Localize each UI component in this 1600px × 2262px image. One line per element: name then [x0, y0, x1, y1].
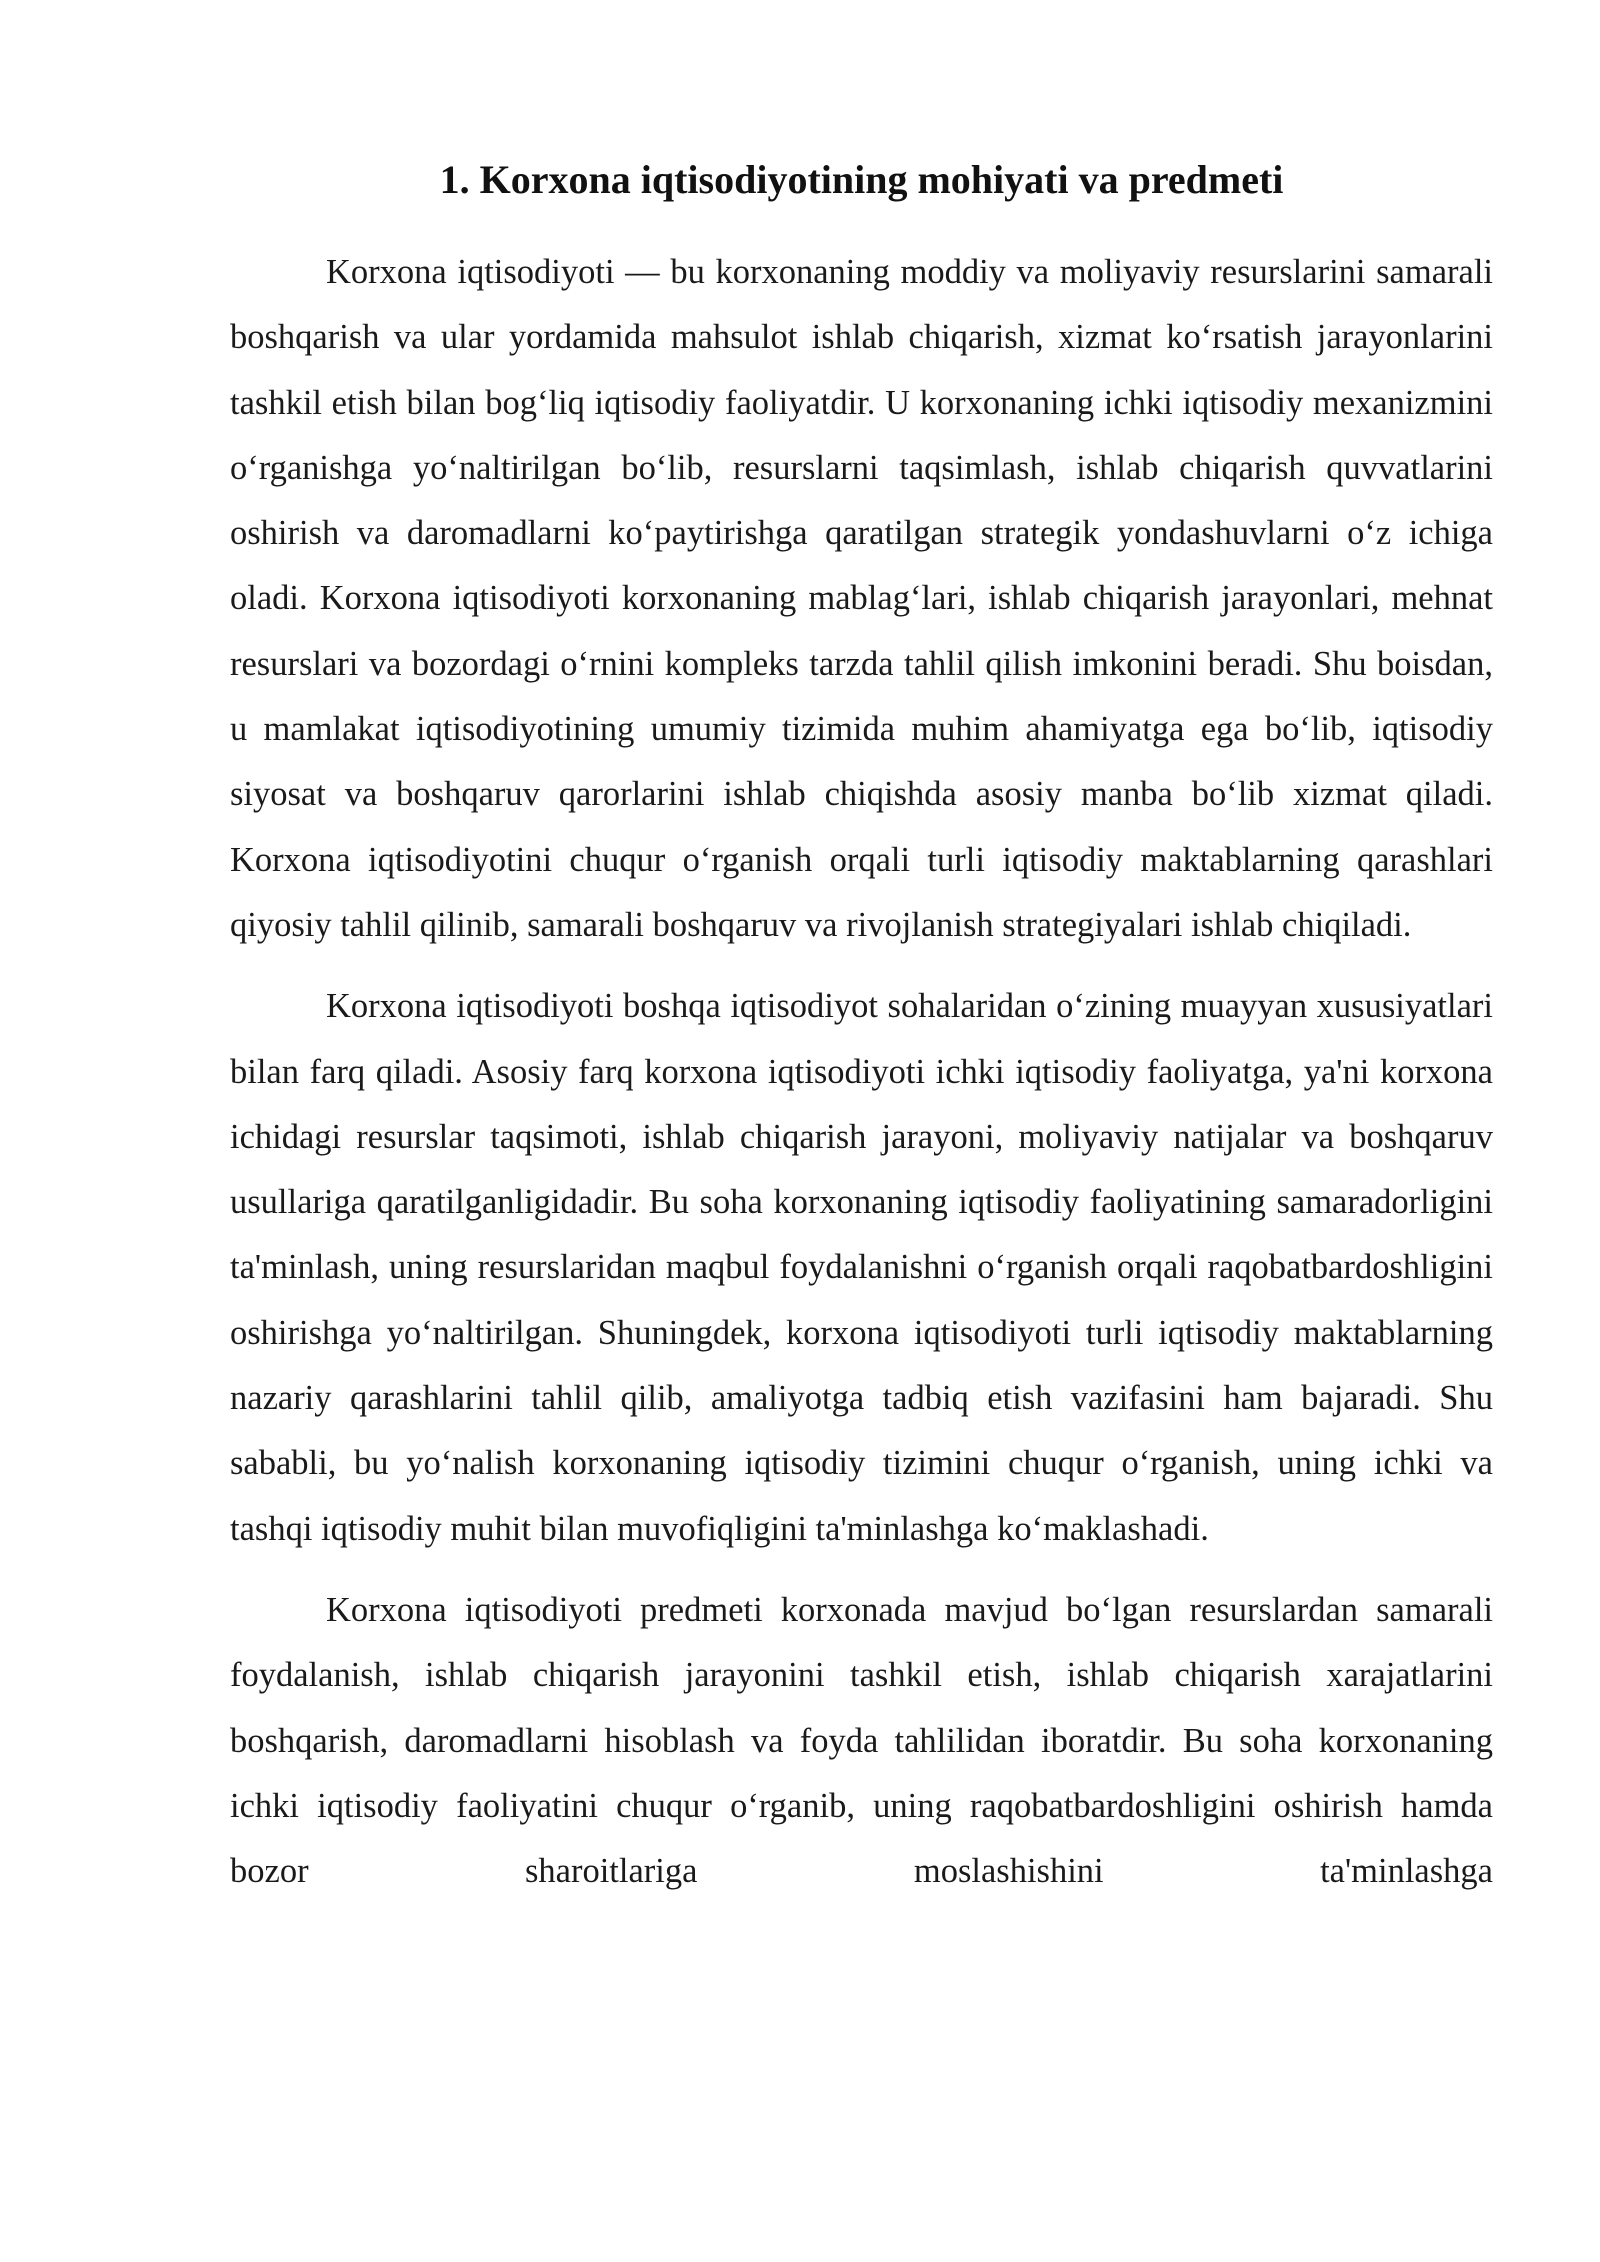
- document-body: [230, 240, 1493, 1904]
- paragraph-3: Korxona iqtisodiyoti predmeti korxonada mavjud bo‘lgan resurslardan samarali foydalanish, ishlab chiqarish jarayonini tashkil etish, ishlab chiqarish xarajatlarini boshqarish, daromadlarni hisoblash va foyda tahlilidan iboratdir. Bu soha korxonaning ichki iqtisodiy faoliyatini chuqur o‘rganib, uning raqobatbardoshligini oshirish hamda bozor sharoitlariga moslashishini ta'minlashga: [230, 1590, 1493, 1891]
- section-title: 1. Korxona iqtisodiyotining mohiyati va predmeti: [439, 157, 1284, 202]
- paragraph-1: Korxona iqtisodiyoti — bu korxonaning moddiy va moliyaviy resurslarini samarali boshqarish va ular yordamida mahsulot ishlab chiqarish, xizmat ko‘rsatish jarayonlarini tashkil etish bilan bog‘liq iqtisodiy faoliyatdir. U korxonaning ichki iqtisodiy mexanizmini o‘rganishga yo‘naltirilgan bo‘lib, resurslarni taqsimlash, ishlab chiqarish quvvatlarini oshirish va daromadlarni ko‘paytirishga qaratilgan strategik yondashuvlarni o‘z ichiga oladi. Korxona iqtisodiyoti korxonaning mablag‘lari, ishlab chiqarish jarayonlari, mehnat resurslari va bozordagi o‘rnini kompleks tarzda tahlil qilish imkonini beradi. Shu boisdan, u mamlakat iqtisodiyotining umumiy tizimida muhim ahamiyatga ega bo‘lib, iqtisodiy siyosat va boshqaruv qarorlarini ishlab chiqishda asosiy manba bo‘lib xizmat qiladi. Korxona iqtisodiyotini chuqur o‘rganish orqali turli iqtisodiy maktablarning qarashlari qiyosiy tahlil qilinib, samarali boshqaruv va rivojlanish strategiyalari ishlab chiqiladi.: [230, 253, 1493, 944]
- paragraph-2: Korxona iqtisodiyoti boshqa iqtisodiyot sohalaridan o‘zining muayyan xususiyatlari bilan farq qiladi. Asosiy farq korxona iqtisodiyoti ichki iqtisodiy faoliyatga, ya'ni korxona ichidagi resurslar taqsimoti, ishlab chiqarish jarayoni, moliyaviy natijalar va boshqaruv usullariga qaratilganligidadir. Bu soha korxonaning iqtisodiy faoliyatining samaradorligini ta'minlash, uning resurslaridan maqbul foydalanishni o‘rganish orqali raqobatbardoshligini oshirishga yo‘naltirilgan. Shuningdek, korxona iqtisodiyoti turli iqtisodiy maktablarning nazariy qarashlarini tahlil qilib, amaliyotga tadbiq etish vazifasini ham bajaradi. Shu sababli, bu yo‘nalish korxonaning iqtisodiy tizimini chuqur o‘rganish, uning ichki va tashqi iqtisodiy muhit bilan muvofiqligini ta'minlashga ko‘maklashadi.: [230, 987, 1493, 1548]
- document-page: [230, 150, 1493, 1904]
